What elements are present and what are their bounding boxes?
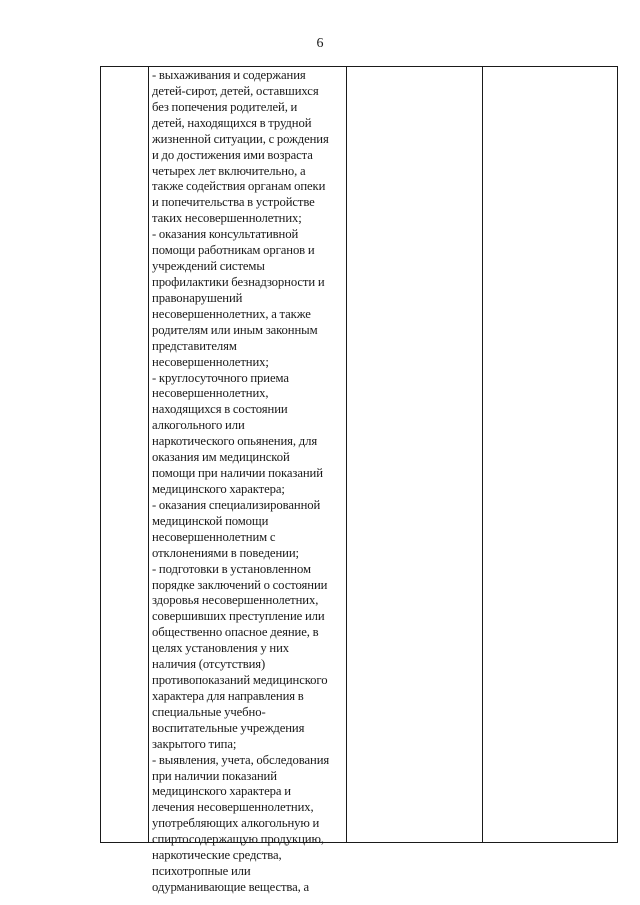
cell-text-line: одурманивающие вещества, а [152,880,310,895]
table-column-divider-1 [148,67,149,842]
cell-text-line: закрытого типа; [152,736,237,751]
cell-text-line: воспитательные учреждения [152,720,305,735]
table-column-divider-3 [482,67,483,842]
cell-text-line: медицинского характера; [152,481,285,496]
table-column-divider-2 [346,67,347,842]
cell-text-line: правонарушений [152,290,243,305]
cell-text-line: таких несовершеннолетних; [152,211,302,226]
table-cell-description [152,68,346,896]
cell-text-line: и до достижения ими возраста [152,147,313,162]
cell-text-line: помощи при наличии показаний [152,466,323,481]
table-left-border [100,67,101,842]
cell-text-line: наркотического опьянения, для [152,434,318,449]
cell-text-line: лечения несовершеннолетних, [152,800,314,815]
cell-text-line: - круглосуточного приема [152,370,289,385]
cell-text-line: детей, находящихся в трудной [152,115,312,130]
cell-text-line: представителям [152,338,237,353]
cell-text-line: несовершеннолетних; [152,354,269,369]
cell-text-line: употребляющих алкогольную и [152,816,320,831]
cell-text-line: порядке заключений о состоянии [152,577,328,592]
cell-text-line: несовершеннолетних, а также [152,306,311,321]
cell-text-line: противопоказаний медицинского [152,673,328,688]
cell-text-line: профилактики безнадзорности и [152,274,325,289]
cell-text-line: совершивших преступление или [152,609,325,624]
cell-text-line: находящихся в состоянии [152,402,288,417]
cell-text-line: детей-сирот, детей, оставшихся [152,83,319,98]
cell-text-line: помощи работникам органов и [152,243,315,258]
cell-text-line: - выявления, учета, обследования [152,752,330,767]
cell-text-line: медицинской помощи [152,513,269,528]
cell-text-line: целях установления у них [152,641,290,656]
cell-text-line: специальные учебно- [152,704,266,719]
cell-text-line: несовершеннолетних, [152,386,269,401]
cell-text-line: - оказания консультативной [152,227,299,242]
cell-text-line: при наличии показаний [152,768,277,783]
cell-text-line: также содействия органам опеки [152,179,326,194]
cell-text-line: алкогольного или [152,418,245,433]
cell-text-line: жизненной ситуации, с рождения [152,131,329,146]
cell-text-line: общественно опасное деяние, в [152,625,319,640]
page-number: 6 [316,36,324,51]
cell-text-line: оказания им медицинской [152,450,290,465]
cell-text-line: спиртосодержащую продукцию, [152,832,324,847]
cell-text-line: характера для направления в [152,688,304,703]
cell-text-line: четырех лет включительно, а [152,163,306,178]
cell-text-line: здоровья несовершеннолетних, [152,593,319,608]
cell-text-line: без попечения родителей, и [152,99,298,114]
cell-text-line: родителям или иным законным [152,322,318,337]
table-right-border [617,67,618,842]
cell-text-line: и попечительства в устройстве [152,195,315,210]
cell-text-line: наличия (отсутствия) [152,657,266,672]
cell-text-line: несовершеннолетним с [152,529,276,544]
cell-text-line: - выхаживания и содержания [152,68,306,82]
cell-text-line: отклонениями в поведении; [152,545,299,560]
cell-text-line: медицинского характера и [152,784,291,799]
cell-text-line: - подготовки в установленном [152,561,311,576]
cell-text-line: психотропные или [152,864,251,879]
cell-text-line: - оказания специализированной [152,497,321,512]
cell-text-line: учреждений системы [152,259,265,274]
cell-text-line: наркотические средства, [152,848,282,863]
